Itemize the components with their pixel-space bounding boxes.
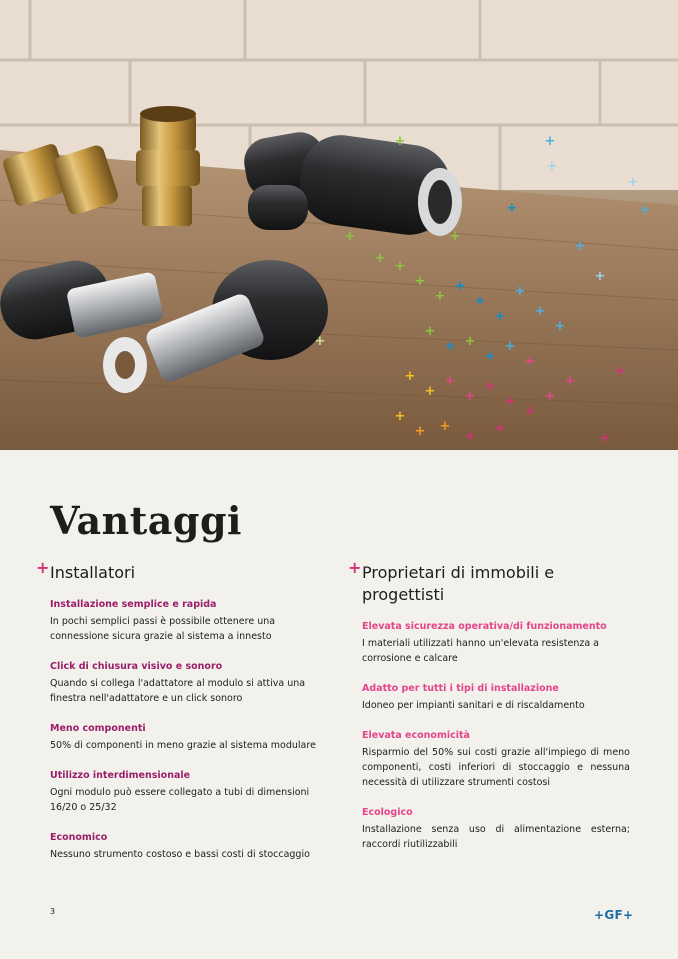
owners-heading xyxy=(348,558,630,606)
page-number: 3 xyxy=(50,907,56,916)
svg-text:+: + xyxy=(627,175,639,190)
svg-text:+: + xyxy=(504,339,516,354)
item-text: Installazione senza uso di alimentazione esterna; raccordi riutilizzabili xyxy=(362,824,630,850)
item-text: Ogni modulo può essere collegato a tubi di dimensioni 16/20 o 25/32 xyxy=(50,787,310,813)
svg-text:+: + xyxy=(494,309,506,324)
owners-heading-text: Proprietari di immobili e progettisti xyxy=(362,563,555,604)
svg-text:+: + xyxy=(394,134,406,149)
svg-text:+: + xyxy=(374,251,386,266)
svg-text:+: + xyxy=(534,304,546,319)
svg-text:+: + xyxy=(594,269,606,284)
svg-text:+: + xyxy=(546,159,558,174)
svg-text:+: + xyxy=(544,389,556,404)
svg-text:+: + xyxy=(564,374,576,389)
svg-text:+: + xyxy=(574,239,586,254)
svg-text:+: + xyxy=(464,429,476,444)
svg-text:+: + xyxy=(506,201,518,216)
svg-text:+: + xyxy=(544,134,556,149)
svg-text:+: + xyxy=(414,274,426,289)
list-item xyxy=(36,831,316,862)
list-item xyxy=(348,620,630,666)
item-text: In pochi semplici passi è possibile ottenere una connessione sicura grazie al sistema a innesto xyxy=(50,616,276,642)
page-title: Vantaggi xyxy=(50,498,242,543)
item-title: Elevata economicità xyxy=(362,730,470,741)
item-text: Risparmio del 50% sui costi grazie all'impiego di meno componenti, costi inferiori di stoccaggio e nessuna necessità di utilizzare strumenti costosi xyxy=(362,747,630,788)
svg-text:+: + xyxy=(449,229,461,244)
item-title: Meno componenti xyxy=(50,723,146,734)
svg-text:+: + xyxy=(474,294,486,309)
svg-text:+: + xyxy=(314,334,326,349)
item-title: Economico xyxy=(50,832,108,843)
svg-text:+: + xyxy=(464,334,476,349)
list-item xyxy=(36,769,316,815)
hero-photo xyxy=(0,0,678,450)
svg-text:+: + xyxy=(404,369,416,384)
svg-text:+: + xyxy=(344,229,356,244)
svg-text:+: + xyxy=(439,419,451,434)
list-item xyxy=(348,682,630,713)
svg-text:+: + xyxy=(444,374,456,389)
installers-heading-text: Installatori xyxy=(50,563,136,582)
svg-text:+: + xyxy=(504,394,516,409)
owners-column xyxy=(348,558,630,868)
item-title: Elevata sicurezza operativa/di funzionamento xyxy=(362,621,607,632)
item-title: Adatto per tutti i tipi di installazione xyxy=(362,683,559,694)
svg-text:+: + xyxy=(464,389,476,404)
item-title: Ecologico xyxy=(362,807,413,818)
item-title: Utilizzo interdimensionale xyxy=(50,770,191,781)
svg-text:+: + xyxy=(394,259,406,274)
svg-text:+: + xyxy=(414,424,426,439)
svg-text:+: + xyxy=(424,384,436,399)
item-title: Click di chiusura visivo e sonoro xyxy=(50,661,223,672)
svg-text:+: + xyxy=(444,339,456,354)
svg-text:+: + xyxy=(514,284,526,299)
installers-heading xyxy=(36,558,316,584)
list-item xyxy=(348,806,630,852)
gf-logo: +GF+ xyxy=(594,908,634,922)
svg-text:+: + xyxy=(524,404,536,419)
item-text: Idoneo per impianti sanitari e di riscaldamento xyxy=(362,700,585,711)
item-text: Nessuno strumento costoso e bassi costi di stoccaggio xyxy=(50,849,310,860)
svg-text:+: + xyxy=(454,279,466,294)
svg-text:+: + xyxy=(524,354,536,369)
svg-text:+: + xyxy=(614,364,626,379)
item-title: Installazione semplice e rapida xyxy=(50,599,217,610)
plus-icon: + xyxy=(36,558,50,577)
svg-text:+: + xyxy=(484,349,496,364)
item-text: Quando si collega l'adattatore al modulo si attiva una finestra nell'adattatore e un click sonoro xyxy=(50,678,306,704)
svg-text:+: + xyxy=(599,431,611,446)
svg-text:+: + xyxy=(424,324,436,339)
list-item xyxy=(36,598,316,644)
svg-text:+: + xyxy=(639,203,651,218)
list-item xyxy=(348,729,630,790)
item-text: I materiali utilizzati hanno un'elevata resistenza a corrosione e calcare xyxy=(362,638,600,664)
svg-text:+: + xyxy=(554,319,566,334)
list-item xyxy=(36,660,316,706)
installers-column xyxy=(36,558,316,878)
fittings-illustration xyxy=(0,0,678,450)
svg-text:+: + xyxy=(434,289,446,304)
svg-text:+: + xyxy=(494,421,506,436)
plus-icon: + xyxy=(348,558,362,577)
item-text: 50% di componenti in meno grazie al sistema modulare xyxy=(50,740,316,751)
svg-text:+: + xyxy=(484,379,496,394)
list-item xyxy=(36,722,316,753)
svg-text:+: + xyxy=(394,409,406,424)
